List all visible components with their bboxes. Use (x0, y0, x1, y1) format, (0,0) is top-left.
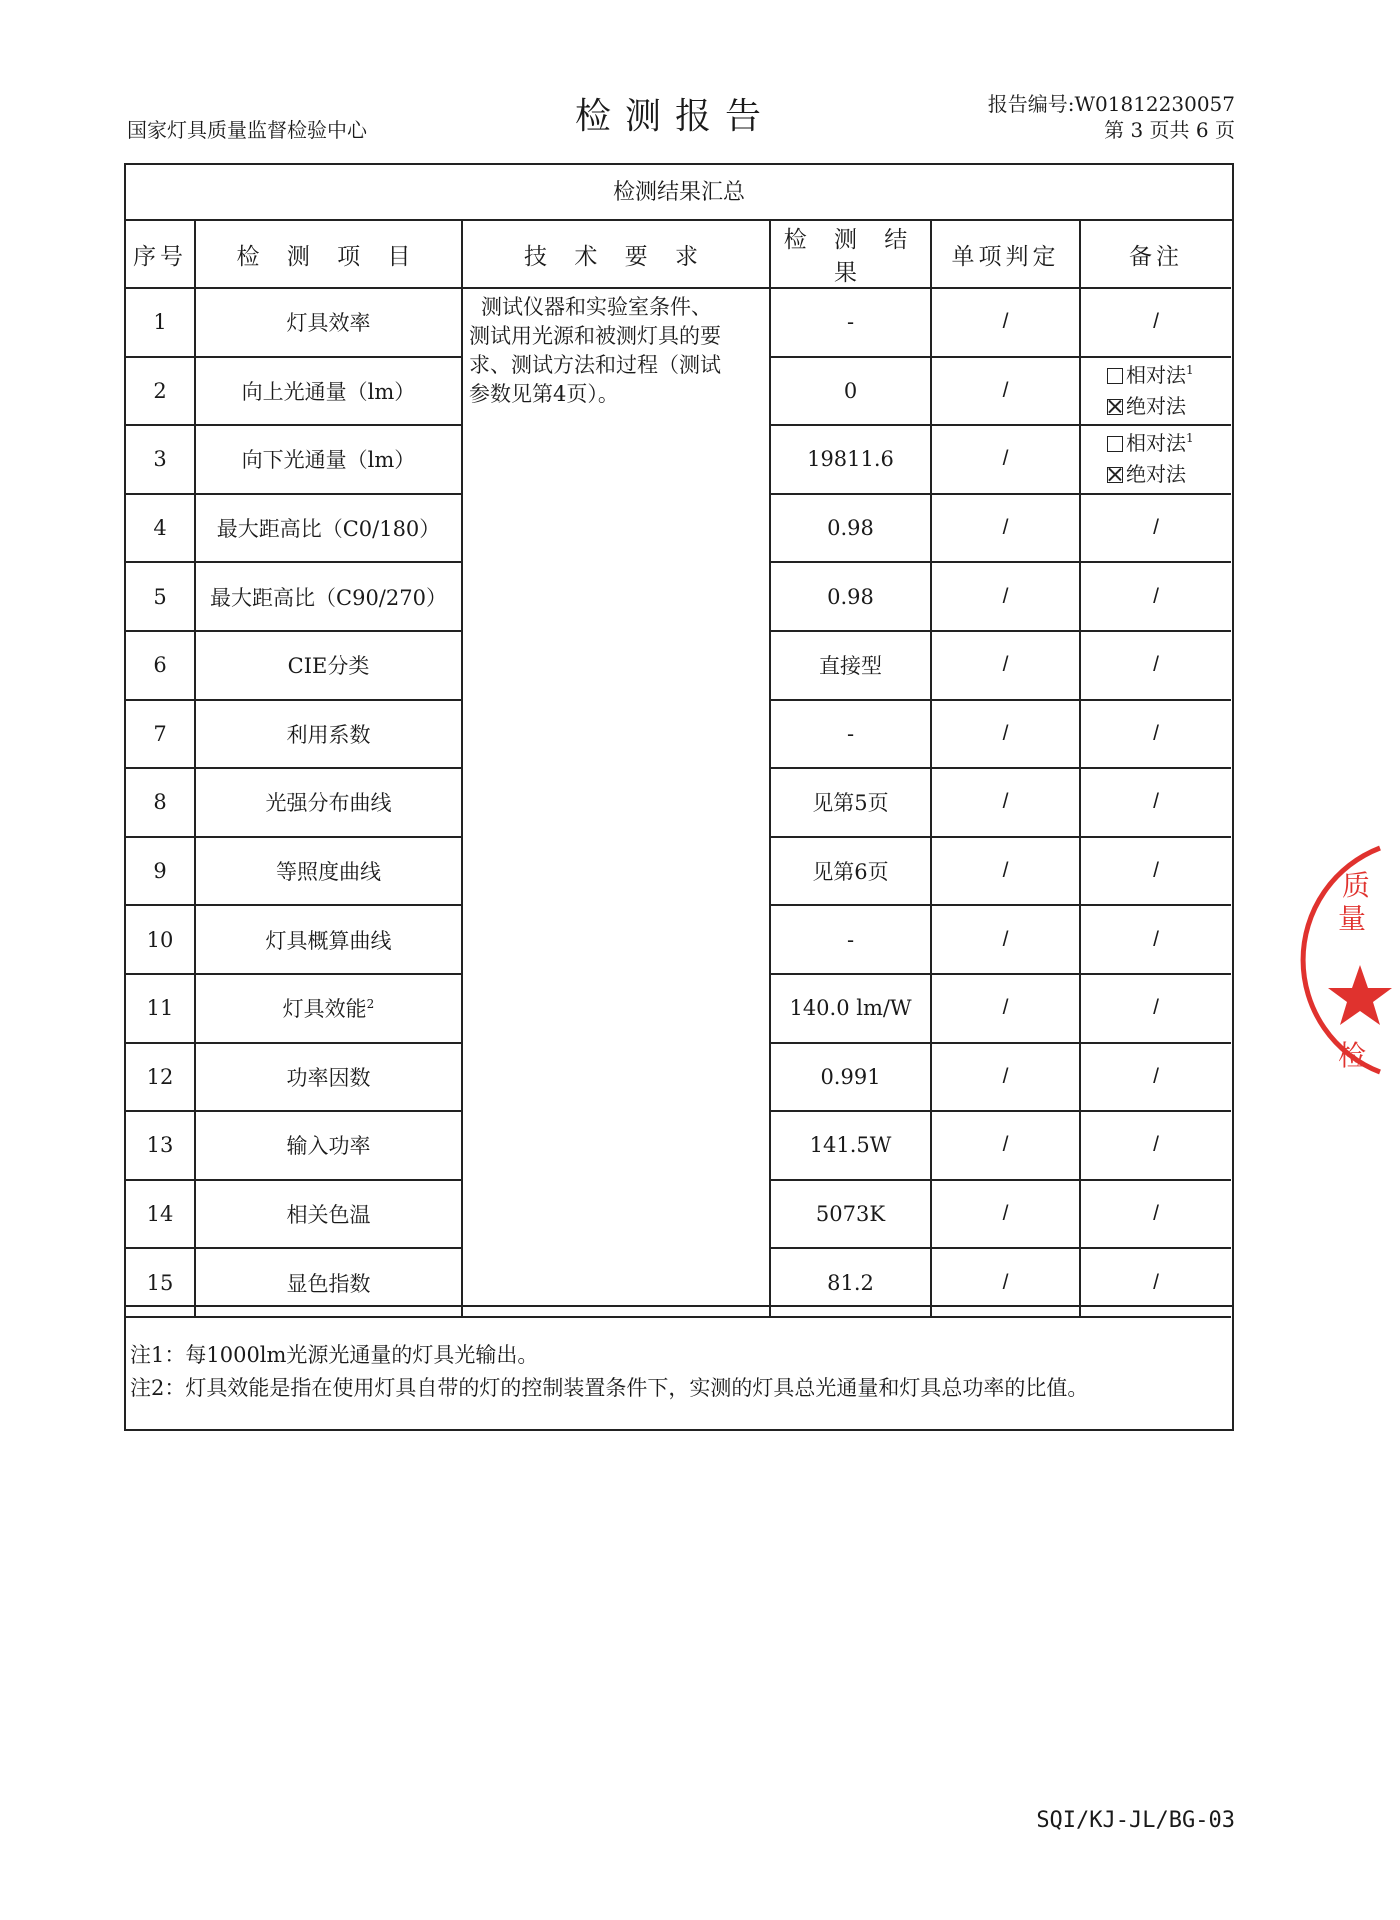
remark-option-relative (1081, 428, 1231, 459)
single-judgement: / (931, 1043, 1080, 1112)
test-item-label: 灯具概算曲线 (265, 928, 392, 953)
remark-option-label: 绝对法 (1126, 462, 1186, 487)
row-number: 9 (126, 837, 195, 906)
single-judgement: / (931, 1111, 1080, 1180)
results-rows (126, 288, 1231, 1317)
note-2: 注2：灯具效能是指在使用灯具自带的灯的控制装置条件下，实测的灯具总光通量和灯具总功率的比值。 (130, 1376, 1089, 1400)
organization-name: 国家灯具质量监督检验中心 (127, 118, 367, 142)
test-result: 140.0 lm/W (770, 974, 931, 1043)
single-judgement: / (931, 357, 1080, 426)
notes (126, 1305, 1232, 1428)
test-item (195, 1111, 462, 1180)
single-judgement: / (931, 974, 1080, 1043)
test-result: 0.98 (770, 562, 931, 631)
row-number: 14 (126, 1180, 195, 1249)
test-item-label: 利用系数 (286, 722, 371, 747)
remark-option-absolute (1081, 459, 1231, 490)
remark-option-absolute (1081, 391, 1231, 422)
unchecked-box-icon (1107, 436, 1123, 452)
test-result: 直接型 (770, 631, 931, 700)
test-item (195, 1180, 462, 1249)
test-result: 141.5W (770, 1111, 931, 1180)
note-1: 注1：每1000lm光源光通量的灯具光输出。 (130, 1343, 539, 1367)
requirement-line: 求、测试方法和过程（测试 (469, 353, 721, 377)
table-row (126, 288, 1231, 357)
single-judgement: / (931, 837, 1080, 906)
test-result: 0.991 (770, 1043, 931, 1112)
stamp-star-icon (1328, 965, 1392, 1025)
stamp-char-2: 量 (1338, 902, 1367, 935)
test-item (195, 631, 462, 700)
test-result: 0.98 (770, 494, 931, 563)
test-item-label: 灯具效率 (286, 311, 371, 336)
test-item (195, 700, 462, 769)
test-result: 5073K (770, 1180, 931, 1249)
test-item (195, 837, 462, 906)
test-item (195, 494, 462, 563)
row-number: 8 (126, 768, 195, 837)
test-item (195, 974, 462, 1043)
footnote-marker: 2 (366, 997, 375, 1012)
test-item-label: 显色指数 (286, 1271, 371, 1296)
single-judgement: / (931, 768, 1080, 837)
remark (1080, 425, 1231, 494)
test-item (195, 562, 462, 631)
remark-option-label: 相对法 (1126, 362, 1186, 387)
test-item-label: 灯具效能 (282, 997, 367, 1022)
single-judgement: / (931, 562, 1080, 631)
remark: / (1080, 1248, 1231, 1317)
remark-option-relative (1081, 360, 1231, 391)
form-code: SQI/KJ-JL/BG-03 (1036, 1808, 1235, 1833)
test-item (195, 288, 462, 357)
stamp-char-1: 质 (1342, 869, 1371, 902)
single-judgement: / (931, 1180, 1080, 1249)
test-item-label: 向上光通量（lm） (241, 379, 416, 404)
remark: / (1080, 700, 1231, 769)
col-no-header: 序号 (126, 221, 195, 288)
stamp-char-3: 检 (1338, 1039, 1367, 1072)
single-judgement: / (931, 905, 1080, 974)
test-result: 19811.6 (770, 425, 931, 494)
remark: / (1080, 1043, 1231, 1112)
test-result: 81.2 (770, 1248, 931, 1317)
single-judgement: / (931, 1248, 1080, 1317)
test-result: 见第5页 (770, 768, 931, 837)
col-remark-header: 备注 (1080, 221, 1231, 288)
table-header-row (126, 221, 1231, 288)
remark (1080, 357, 1231, 426)
test-item-label: 功率因数 (286, 1065, 371, 1090)
test-result: 0 (770, 357, 931, 426)
remark: / (1080, 562, 1231, 631)
test-item-label: CIE分类 (287, 654, 370, 679)
checked-box-icon (1107, 467, 1123, 483)
remark: / (1080, 1111, 1231, 1180)
col-result-header: 检 测 结 果 (770, 221, 931, 288)
row-number: 12 (126, 1043, 195, 1112)
test-result: - (770, 288, 931, 357)
row-number: 6 (126, 631, 195, 700)
col-judge-header: 单项判定 (931, 221, 1080, 288)
checked-box-icon (1107, 399, 1123, 415)
remark-option-label: 绝对法 (1126, 393, 1186, 418)
single-judgement: / (931, 425, 1080, 494)
test-item (195, 768, 462, 837)
requirement-line: 测试用光源和被测灯具的要 (469, 324, 721, 348)
page-info: 第 3 页共 6 页 (1104, 118, 1235, 142)
red-seal-stamp (1320, 840, 1400, 1080)
row-number: 2 (126, 357, 195, 426)
row-number: 15 (126, 1248, 195, 1317)
single-judgement: / (931, 494, 1080, 563)
remark: / (1080, 1180, 1231, 1249)
test-result: - (770, 905, 931, 974)
report-title: 检测报告 (575, 96, 776, 137)
test-result: 见第6页 (770, 837, 931, 906)
technical-requirement (462, 288, 770, 1317)
test-item-label: 向下光通量（lm） (241, 448, 416, 473)
single-judgement: / (931, 631, 1080, 700)
remark: / (1080, 905, 1231, 974)
test-item-label: 光强分布曲线 (265, 791, 392, 816)
test-item (195, 1043, 462, 1112)
remark: / (1080, 631, 1231, 700)
requirement-line: 测试仪器和实验室条件、 (481, 295, 712, 319)
test-item-label: 最大距高比（C90/270） (210, 585, 447, 610)
row-number: 3 (126, 425, 195, 494)
single-judgement: / (931, 700, 1080, 769)
test-item (195, 425, 462, 494)
remark: / (1080, 837, 1231, 906)
row-number: 1 (126, 288, 195, 357)
test-item-label: 等照度曲线 (276, 860, 381, 885)
results-table (126, 221, 1231, 1318)
unchecked-box-icon (1107, 368, 1123, 384)
test-item-label: 相关色温 (286, 1203, 371, 1228)
remark: / (1080, 288, 1231, 357)
report-number: 报告编号:W01812230057 (987, 92, 1235, 116)
test-item-label: 输入功率 (286, 1134, 371, 1159)
col-item-header: 检 测 项 目 (195, 221, 462, 288)
footnote-marker: 1 (1186, 431, 1194, 446)
remark: / (1080, 494, 1231, 563)
requirement-line: 参数见第4页）。 (469, 382, 619, 406)
row-number: 5 (126, 562, 195, 631)
row-number: 4 (126, 494, 195, 563)
footnote-marker: 1 (1186, 362, 1194, 377)
row-number: 13 (126, 1111, 195, 1180)
remark-option-label: 相对法 (1126, 431, 1186, 456)
row-number: 11 (126, 974, 195, 1043)
test-item (195, 905, 462, 974)
remark: / (1080, 974, 1231, 1043)
test-result: - (770, 700, 931, 769)
results-summary-frame (124, 163, 1234, 1431)
test-item (195, 357, 462, 426)
single-judgement: / (931, 288, 1080, 357)
table-title: 检测结果汇总 (126, 165, 1232, 221)
remark: / (1080, 768, 1231, 837)
col-requirement-header: 技 术 要 求 (462, 221, 770, 288)
test-item-label: 最大距高比（C0/180） (216, 517, 441, 542)
row-number: 10 (126, 905, 195, 974)
row-number: 7 (126, 700, 195, 769)
